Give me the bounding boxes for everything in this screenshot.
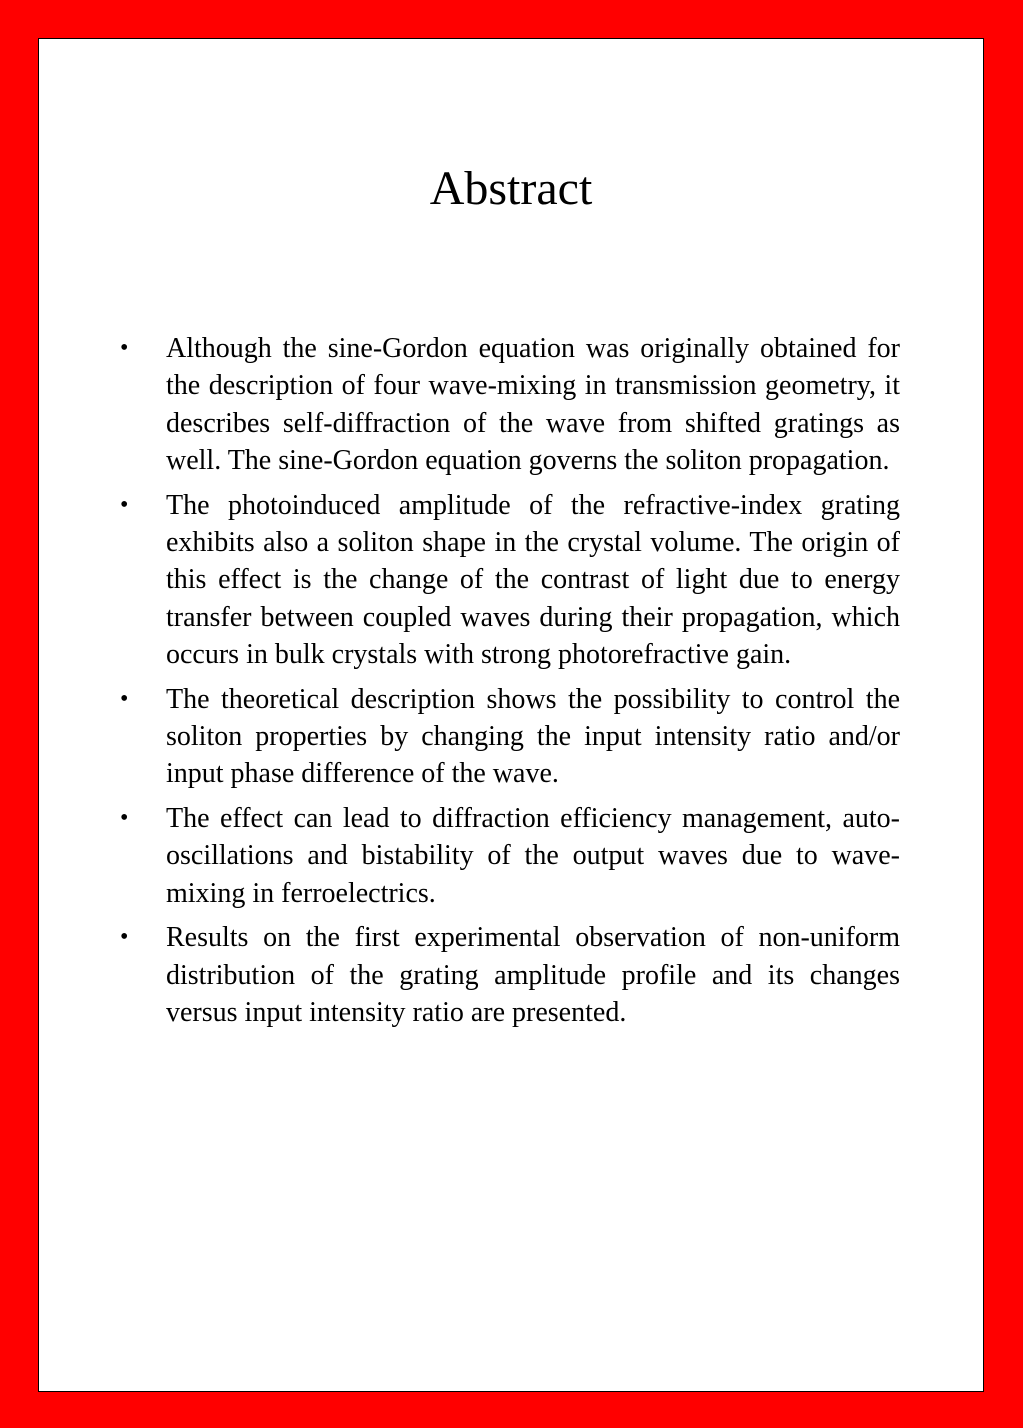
abstract-bullet-list [120, 330, 900, 1038]
slide-title: Abstract [429, 162, 593, 215]
bullet-text: Although the sine-Gordon equation was originally obtained for the description of four wave-mixing in transmission geometry, it describes self-diffraction of the wave from shifted gratings as well. The sine-Gordon equation governs the soliton propagation. [166, 333, 900, 477]
bullet-marker: • [120, 491, 129, 518]
bullet-item [120, 919, 900, 1031]
bullet-item [120, 800, 900, 912]
bullet-item [120, 487, 900, 674]
bullet-item [120, 330, 900, 480]
bullet-text: The photoinduced amplitude of the refractive-index grating exhibits also a soliton shape in the crystal volume. The origin of this effect is the change of the contrast of light due to energy transfer between coupled waves during their propagation, which occurs in bulk crystals with strong photorefractive gain. [166, 489, 900, 671]
bullet-text: The theoretical description shows the possibility to control the soliton properties by changing the input intensity ratio and/or input phase difference of the wave. [166, 683, 900, 790]
bullet-marker: • [120, 924, 129, 951]
bullet-text: The effect can lead to diffraction efficiency management, auto-oscillations and bistability of the output waves due to wave-mixing in ferroelectrics. [166, 802, 900, 909]
bullet-marker: • [120, 685, 129, 712]
bullet-marker: • [120, 804, 129, 831]
bullet-marker: • [120, 335, 129, 361]
bullet-item [120, 681, 900, 793]
slide-page [38, 38, 984, 1392]
bullet-text: Results on the first experimental observation of non-uniform distribution of the grating amplitude profile and its changes versus input intensity ratio are presented. [166, 922, 900, 1028]
